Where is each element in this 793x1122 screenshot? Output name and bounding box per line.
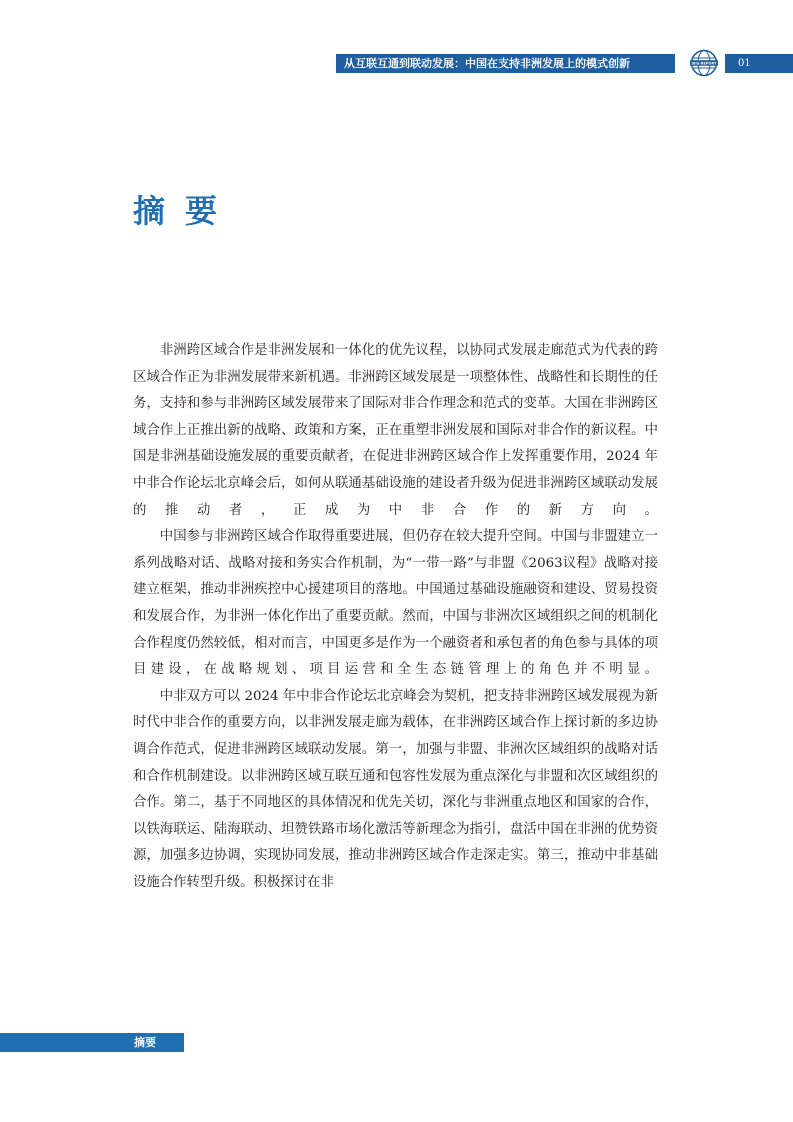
page-number: 01 [725, 54, 793, 73]
siis-report-globe-logo [690, 49, 718, 77]
paragraph: 中国参与非洲跨区域合作取得重要进展，但仍存在较大提升空间。中国与非盟建立一系列战略对话、战略对接和务实合作机制，为“一带一路”与非盟《2063议程》战略对接建立框架，推动非洲疾控中心援建项目的落地。中国通过基础设施融资和建设、贸易投资和发展合作，为非洲一体化作出了重要贡献。然而，中国与非洲次区域组织之间的机制化合作程度仍然较低，相对而言，中国更多是作为一个融资者和承包者的角色参与具体的项目建设，在战略规划、项目运营和全生态链管理上的角色并不明显。 [133, 529, 658, 678]
running-header-title: 从互联互通到联动发展：中国在支持非洲发展上的模式创新 [336, 54, 675, 73]
paragraph: 非洲跨区域合作是非洲发展和一体化的优先议程，以协同式发展走廊范式为代表的跨区域合作正为非洲发展带来新机遇。非洲跨区域发展是一项整体性、战略性和长期性的任务，支持和参与非洲跨区域发展带来了国际对非合作理念和范式的变革。大国在非洲跨区域合作上正推出新的战略、政策和方案，正在重塑非洲发展和国际对非合作的新议程。中国是非洲基础设施发展的重要贡献者，在促进非洲跨区域合作上发挥重要作用，2024 年中非合作论坛北京峰会后，如何从联通基础设施的建设者升级为促进非洲跨区域联动发展的推动者，正成为中非合作的新方向。 [133, 343, 658, 518]
page-title: 摘要 [133, 192, 238, 230]
footer-section-label: 摘要 [0, 1033, 184, 1052]
logo-text: SIIS REPORT [691, 61, 717, 66]
paragraph: 中非双方可以 2024 年中非合作论坛北京峰会为契机，把支持非洲跨区域发展视为新时代中非合作的重要方向，以非洲发展走廊为载体，在非洲跨区域合作上探讨新的多边协调合作范式，促进非洲跨区域联动发展。第一，加强与非盟、非洲次区域组织的战略对话和合作机制建设。以非洲跨区域互联互通和包容性发展为重点深化与非盟和次区域组织的合作。第二，基于不同地区的具体情况和优先关切，深化与非洲重点地区和国家的合作，以铁海联运、陆海联动、坦赞铁路市场化激活等新理念为指引，盘活中国在非洲的优势资源，加强多边协调，实现协同发展，推动非洲跨区域合作走深走实。第三，推动中非基础设施合作转型升级。积极探讨在非 [133, 688, 658, 890]
abstract-body [133, 338, 658, 896]
